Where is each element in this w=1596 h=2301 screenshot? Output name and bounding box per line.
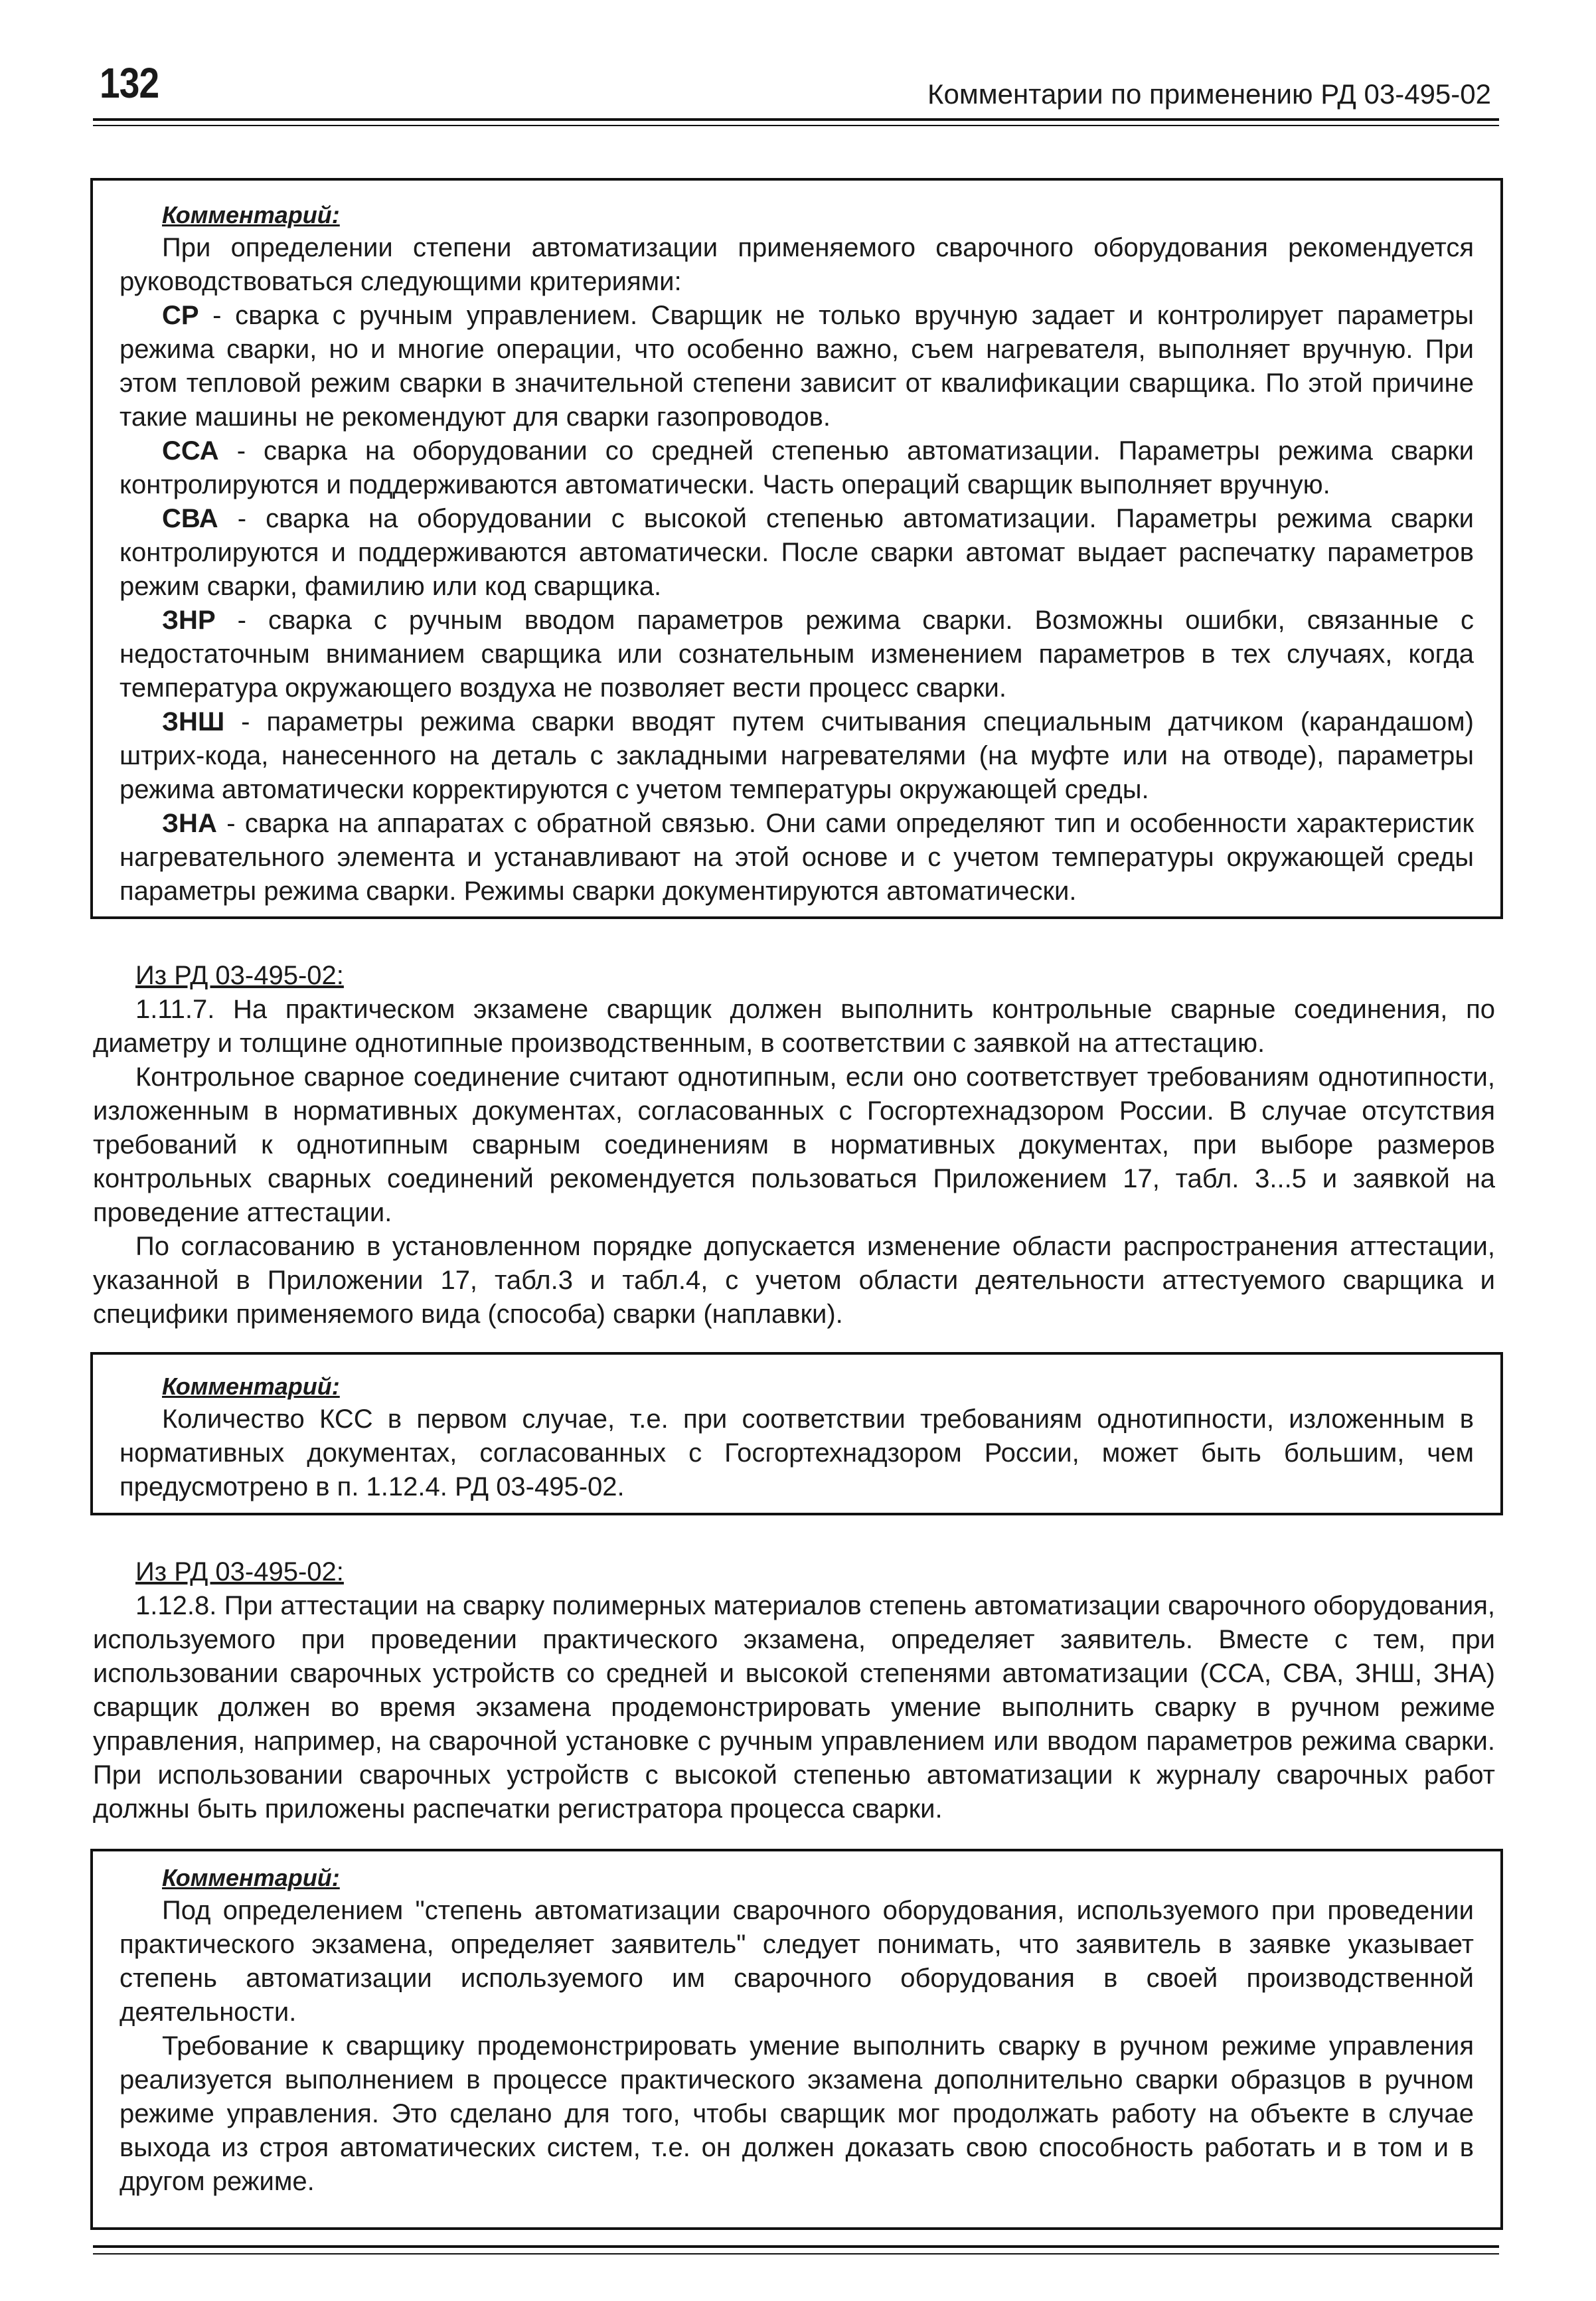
excerpt-paragraph: По согласованию в установленном порядке допускается изменение области распространения аттестации, указанной в Приложении 17, табл.3 и табл.4, с учетом области деятельности аттестуемого сварщика и специфики применяемого вида (способа) сварки (наплавки).: [93, 1232, 1495, 1329]
comment-box-criteria: [90, 178, 1503, 919]
comment-box-automation-degree: [90, 1849, 1503, 2230]
criterion-text: - сварка на оборудовании с высокой степенью автоматизации. Параметры режима сварки контролируются и поддерживаются автоматически. После сварки автомат выдает распечатку параметров режим сварки, фамилию или код сварщика.: [120, 504, 1474, 601]
criterion-zna: [120, 807, 1474, 908]
excerpt-paragraph: Контрольное сварное соединение считают однотипным, если оно соответствует требованиям однотипности, изложенным в нормативных документах, согласованных с Госгортехнадзором России. В случае отсутствия требований к однотипным сварным соединениям в нормативных документах, при выборе размеров контрольных сварных соединений рекомендуется пользоваться Приложением 17, табл. 3...5 и заявкой на проведение аттестации.: [93, 1063, 1495, 1227]
criterion-znr: [120, 604, 1474, 705]
comment-title: Комментарий:: [162, 1864, 340, 1891]
criterion-text: - сварка на аппаратах с обратной связью. Они сами определяют тип и особенности характеристик нагревательного элемента и устанавливают на этой основе и с учетом температуры окружающей среды параметры режима сварки. Режимы сварки документируются автоматически.: [120, 809, 1474, 906]
criterion-text: - сварка на оборудовании со средней степенью автоматизации. Параметры режима сварки контролируются и поддерживаются автоматически. Часть операций сварщик выполняет вручную.: [120, 436, 1474, 499]
criterion-term: ЗНА: [162, 809, 217, 838]
criterion-znsh: [120, 705, 1474, 807]
comment-title: Комментарий:: [162, 1373, 340, 1400]
comment-box-kss: [90, 1352, 1503, 1515]
criterion-ssa: [120, 434, 1474, 502]
criterion-text: - параметры режима сварки вводят путем считывания специальным датчиком (карандашом) штрих-кода, нанесенного на деталь с закладными нагревателями (на муфте или на отводе), параметры режима автоматически корректируются с учетом температуры окружающей среды.: [120, 707, 1474, 804]
criterion-text: - сварка с ручным управлением. Сварщик не только вручную задает и контролирует параметры режима сварки, но и многие операции, что особенно важно, съем нагревателя, выполняет вручную. При этом тепловой режим сварки в значительной степени зависит от квалификации сварщика. По этой причине такие машины не рекомендуют для сварки газопроводов.: [120, 301, 1474, 432]
source-label: Из РД 03-495-02:: [135, 961, 344, 990]
criterion-term: СР: [162, 301, 199, 330]
criterion-term: ЗНР: [162, 606, 216, 635]
header-rule-thin: [93, 125, 1499, 126]
criterion-sr: [120, 299, 1474, 434]
rd-excerpt-1-11-7: [93, 959, 1495, 1331]
criterion-term: ЗНШ: [162, 707, 225, 736]
running-title: Комментарии по применению РД 03-495-02: [927, 78, 1491, 110]
comment-intro: При определении степени автоматизации применяемого сварочного оборудования рекомендуется руководствоваться следующими критериями:: [120, 233, 1474, 296]
comment-paragraph: Требование к сварщику продемонстрировать умение выполнить сварку в ручном режиме управления реализуется выполнением в процессе практического экзамена дополнительно сварки образцов в ручном режиме управления. Это сделано для того, чтобы сварщик мог продолжать работу на объекте в случае выхода из строя автоматических систем, т.е. он должен доказать свою способность работать и в том и в другом режиме.: [120, 2031, 1474, 2196]
criterion-term: ССА: [162, 436, 219, 466]
footer-rule: [93, 2245, 1499, 2248]
comment-paragraph: Под определением "степень автоматизации сварочного оборудования, используемого при проведении практического экзамена, определяет заявитель" следует понимать, что заявитель в заявке указывает степень автоматизации используемого им сварочного оборудования в своей производственной деятельности.: [120, 1896, 1474, 2027]
criterion-term: СВА: [162, 504, 218, 533]
header-rule: [93, 118, 1499, 121]
footer-rule-thin: [93, 2253, 1499, 2255]
source-label: Из РД 03-495-02:: [135, 1557, 344, 1586]
rd-excerpt-1-12-8: [93, 1555, 1495, 1826]
comment-paragraph: Количество КСС в первом случае, т.е. при соответствии требованиям однотипности, изложенным в нормативных документах, согласованных с Госгортехнадзором России, может быть большим, чем предусмотрено в п. 1.12.4. РД 03-495-02.: [120, 1405, 1474, 1501]
comment-title: Комментарий:: [162, 201, 340, 228]
criterion-text: - сварка с ручным вводом параметров режима сварки. Возможны ошибки, связанные с недостаточным вниманием сварщика или сознательным изменением параметров в тех случаях, когда температура окружающего воздуха не позволяет вести процесс сварки.: [120, 606, 1474, 703]
page-number: 132: [100, 59, 159, 107]
criterion-sva: [120, 502, 1474, 604]
excerpt-paragraph: 1.11.7. На практическом экзамене сварщик должен выполнить контрольные сварные соединения, по диаметру и толщине однотипные производственным, в соответствии с заявкой на аттестацию.: [93, 995, 1495, 1058]
excerpt-paragraph: 1.12.8. При аттестации на сварку полимерных материалов степень автоматизации сварочного оборудования, используемого при проведении практического экзамена, определяет заявитель. Вместе с тем, при использовании сварочных устройств со средней и высокой степенями автоматизации (ССА, СВА, ЗНШ, ЗНА) сварщик должен во время экзамена продемонстрировать умение выполнить сварку в ручном режиме управления, например, на сварочной установке с ручным управлением или вводом параметров режима сварки. При использовании сварочных устройств с высокой степенью автоматизации к журналу сварочных работ должны быть приложены распечатки регистратора процесса сварки.: [93, 1591, 1495, 1824]
